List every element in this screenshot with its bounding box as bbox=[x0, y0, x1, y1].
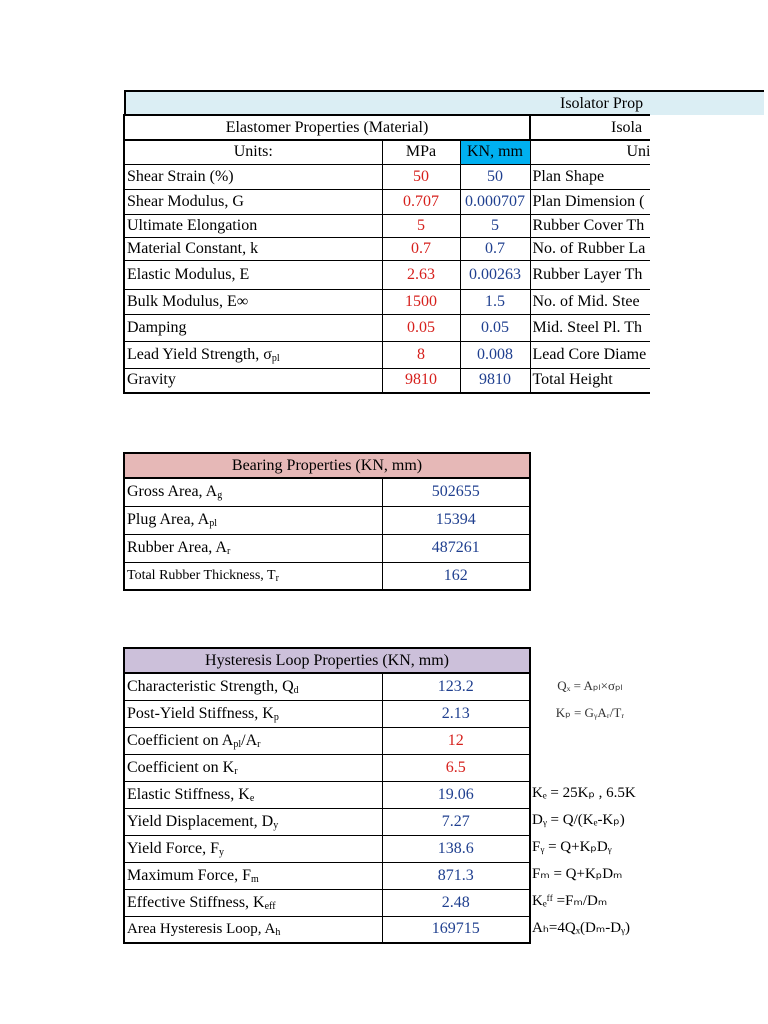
bearing-row-label: Total Rubber Thickness, $T_r$ bbox=[124, 562, 382, 590]
bearing-value: 162 bbox=[382, 562, 530, 590]
bearing-row bbox=[124, 506, 530, 534]
isolator-row-label: Rubber Cover Th bbox=[530, 214, 650, 237]
formula-text: Qₓ = Aₚₗ×σₚₗ bbox=[557, 678, 623, 693]
mpa-value: 9810 bbox=[382, 368, 460, 393]
hysteresis-header: Hysteresis Loop Properties (KN, mm) bbox=[124, 648, 530, 673]
elastomer-row bbox=[124, 189, 650, 214]
hysteresis-row bbox=[124, 889, 530, 916]
mpa-value: 0.05 bbox=[382, 314, 460, 341]
hysteresis-value: 19.06 bbox=[382, 781, 530, 808]
mpa-value: 0.7 bbox=[382, 237, 460, 260]
formula-text: Fᵧ = Q+KₚDᵧ bbox=[532, 839, 612, 855]
kn-value: 0.05 bbox=[460, 314, 530, 341]
bearing-value: 15394 bbox=[382, 506, 530, 534]
kn-value: 5 bbox=[460, 214, 530, 237]
elastomer-row-label: Elastic Modulus, E bbox=[124, 260, 382, 289]
elastomer-table bbox=[123, 114, 650, 394]
hysteresis-row-label: Yield Force, $F_y$ bbox=[124, 835, 382, 862]
isolator-row-label: No. of Mid. Stee bbox=[530, 289, 650, 314]
isolator-title-bar bbox=[124, 90, 764, 115]
bearing-row bbox=[124, 562, 530, 590]
formula-cell bbox=[529, 807, 651, 834]
mpa-value: 8 bbox=[382, 341, 460, 368]
isolator-units: Uni bbox=[530, 140, 650, 164]
formula-text: Kₑ = 25Kₚ , 6.5K bbox=[532, 785, 636, 801]
hysteresis-row bbox=[124, 808, 530, 835]
elastomer-row-label: Gravity bbox=[124, 368, 382, 393]
kn-value: 0.000707 bbox=[460, 189, 530, 214]
unit-mpa: MPa bbox=[382, 140, 460, 164]
hysteresis-value: 169715 bbox=[382, 916, 530, 943]
formula-text: Kₚ = GᵧAᵣ/Tᵣ bbox=[555, 705, 625, 720]
mpa-value: 2.63 bbox=[382, 260, 460, 289]
elastomer-header: Elastomer Properties (Material) bbox=[124, 115, 530, 140]
elastomer-row bbox=[124, 341, 650, 368]
hysteresis-row bbox=[124, 727, 530, 754]
bearing-table bbox=[123, 452, 531, 591]
elastomer-table-wrap bbox=[123, 114, 650, 394]
hysteresis-row-label: Elastic Stiffness, $K_e$ bbox=[124, 781, 382, 808]
formula-text: Kₑᶠᶠ =Fₘ/Dₘ bbox=[532, 893, 608, 909]
elastomer-row bbox=[124, 164, 650, 189]
bearing-row-label: Rubber Area, $A_r$ bbox=[124, 534, 382, 562]
formula-cell bbox=[529, 861, 651, 888]
formula-cell bbox=[529, 699, 651, 726]
kn-value: 0.00263 bbox=[460, 260, 530, 289]
isolator-row-label: Rubber Layer Th bbox=[530, 260, 650, 289]
formula-text: Dᵧ = Q/(Kₑ-Kₚ) bbox=[532, 812, 625, 828]
mpa-value: 5 bbox=[382, 214, 460, 237]
hysteresis-row bbox=[124, 781, 530, 808]
isolator-row-label: Plan Shape bbox=[530, 164, 650, 189]
hysteresis-row bbox=[124, 700, 530, 727]
hysteresis-table bbox=[123, 647, 531, 944]
kn-value: 0.7 bbox=[460, 237, 530, 260]
formula-cell bbox=[529, 834, 651, 861]
hysteresis-row-label: Post-Yield Stiffness, $K_p$ bbox=[124, 700, 382, 727]
hysteresis-row bbox=[124, 754, 530, 781]
hysteresis-row-label: Coefficient on $K_r$ bbox=[124, 754, 382, 781]
bearing-row bbox=[124, 534, 530, 562]
elastomer-row bbox=[124, 214, 650, 237]
formula-text: Aₕ=4Qₓ(Dₘ-Dᵧ) bbox=[532, 920, 631, 936]
elastomer-row-label: Damping bbox=[124, 314, 382, 341]
elastomer-row-label: Lead Yield Strength, $\sigma_{pl}$ bbox=[124, 341, 382, 368]
isolator-row-label: Plan Dimension ( bbox=[530, 189, 650, 214]
kn-value: 50 bbox=[460, 164, 530, 189]
hysteresis-row bbox=[124, 835, 530, 862]
mpa-value: 1500 bbox=[382, 289, 460, 314]
kn-value: 1.5 bbox=[460, 289, 530, 314]
hysteresis-row-label: Coefficient on $A_{pl}/A_r$ bbox=[124, 727, 382, 754]
units-label: Units: bbox=[124, 140, 382, 164]
formula-cell bbox=[529, 888, 651, 915]
bearing-table-wrap bbox=[123, 452, 531, 591]
bearing-row-label: Gross Area, $A_g$ bbox=[124, 478, 382, 506]
formula-column bbox=[529, 672, 651, 942]
hysteresis-row-label: Effective Stiffness, $K_{eff}$ bbox=[124, 889, 382, 916]
hysteresis-value: 123.2 bbox=[382, 673, 530, 700]
elastomer-row bbox=[124, 368, 650, 393]
hysteresis-table-wrap bbox=[123, 647, 531, 944]
elastomer-row-label: Shear Strain (%) bbox=[124, 164, 382, 189]
hysteresis-value: 6.5 bbox=[382, 754, 530, 781]
isolator-row-label: Mid. Steel Pl. Th bbox=[530, 314, 650, 341]
hysteresis-value: 12 bbox=[382, 727, 530, 754]
formula-text: Fₘ = Q+KₚDₘ bbox=[532, 866, 623, 882]
elastomer-row-label: Bulk Modulus, E∞ bbox=[124, 289, 382, 314]
unit-kn-mm: KN, mm bbox=[460, 140, 530, 164]
elastomer-row-label: Shear Modulus, G bbox=[124, 189, 382, 214]
hysteresis-row-label: Maximum Force, $F_m$ bbox=[124, 862, 382, 889]
isolator-row-label: No. of Rubber La bbox=[530, 237, 650, 260]
hysteresis-row-label: Characteristic Strength, $Q_d$ bbox=[124, 673, 382, 700]
isolator-row-label: Lead Core Diame bbox=[530, 341, 650, 368]
elastomer-row bbox=[124, 289, 650, 314]
hysteresis-row bbox=[124, 862, 530, 889]
bearing-value: 502655 bbox=[382, 478, 530, 506]
formula-cell bbox=[529, 780, 651, 807]
bearing-value: 487261 bbox=[382, 534, 530, 562]
elastomer-row bbox=[124, 237, 650, 260]
elastomer-row bbox=[124, 314, 650, 341]
formula-cell bbox=[529, 753, 651, 780]
formula-cell bbox=[529, 726, 651, 753]
elastomer-row bbox=[124, 260, 650, 289]
hysteresis-value: 2.48 bbox=[382, 889, 530, 916]
kn-value: 9810 bbox=[460, 368, 530, 393]
hysteresis-value: 7.27 bbox=[382, 808, 530, 835]
formula-cell bbox=[529, 672, 651, 699]
hysteresis-row-label: Area Hysteresis Loop, $A_h$ bbox=[124, 916, 382, 943]
hysteresis-row-label: Yield Displacement, $D_y$ bbox=[124, 808, 382, 835]
hysteresis-row bbox=[124, 916, 530, 943]
mpa-value: 0.707 bbox=[382, 189, 460, 214]
formula-cell bbox=[529, 915, 651, 942]
mpa-value: 50 bbox=[382, 164, 460, 189]
bearing-row-label: Plug Area, $A_{pl}$ bbox=[124, 506, 382, 534]
isolator-title: Isolator Prop bbox=[560, 95, 644, 112]
hysteresis-value: 138.6 bbox=[382, 835, 530, 862]
bearing-header: Bearing Properties (KN, mm) bbox=[124, 453, 530, 478]
elastomer-row-label: Ultimate Elongation bbox=[124, 214, 382, 237]
hysteresis-value: 2.13 bbox=[382, 700, 530, 727]
kn-value: 0.008 bbox=[460, 341, 530, 368]
hysteresis-row bbox=[124, 673, 530, 700]
isolator-row-label: Total Height bbox=[530, 368, 650, 393]
isolator-subheader: Isola bbox=[530, 115, 650, 140]
bearing-row bbox=[124, 478, 530, 506]
hysteresis-value: 871.3 bbox=[382, 862, 530, 889]
elastomer-row-label: Material Constant, k bbox=[124, 237, 382, 260]
